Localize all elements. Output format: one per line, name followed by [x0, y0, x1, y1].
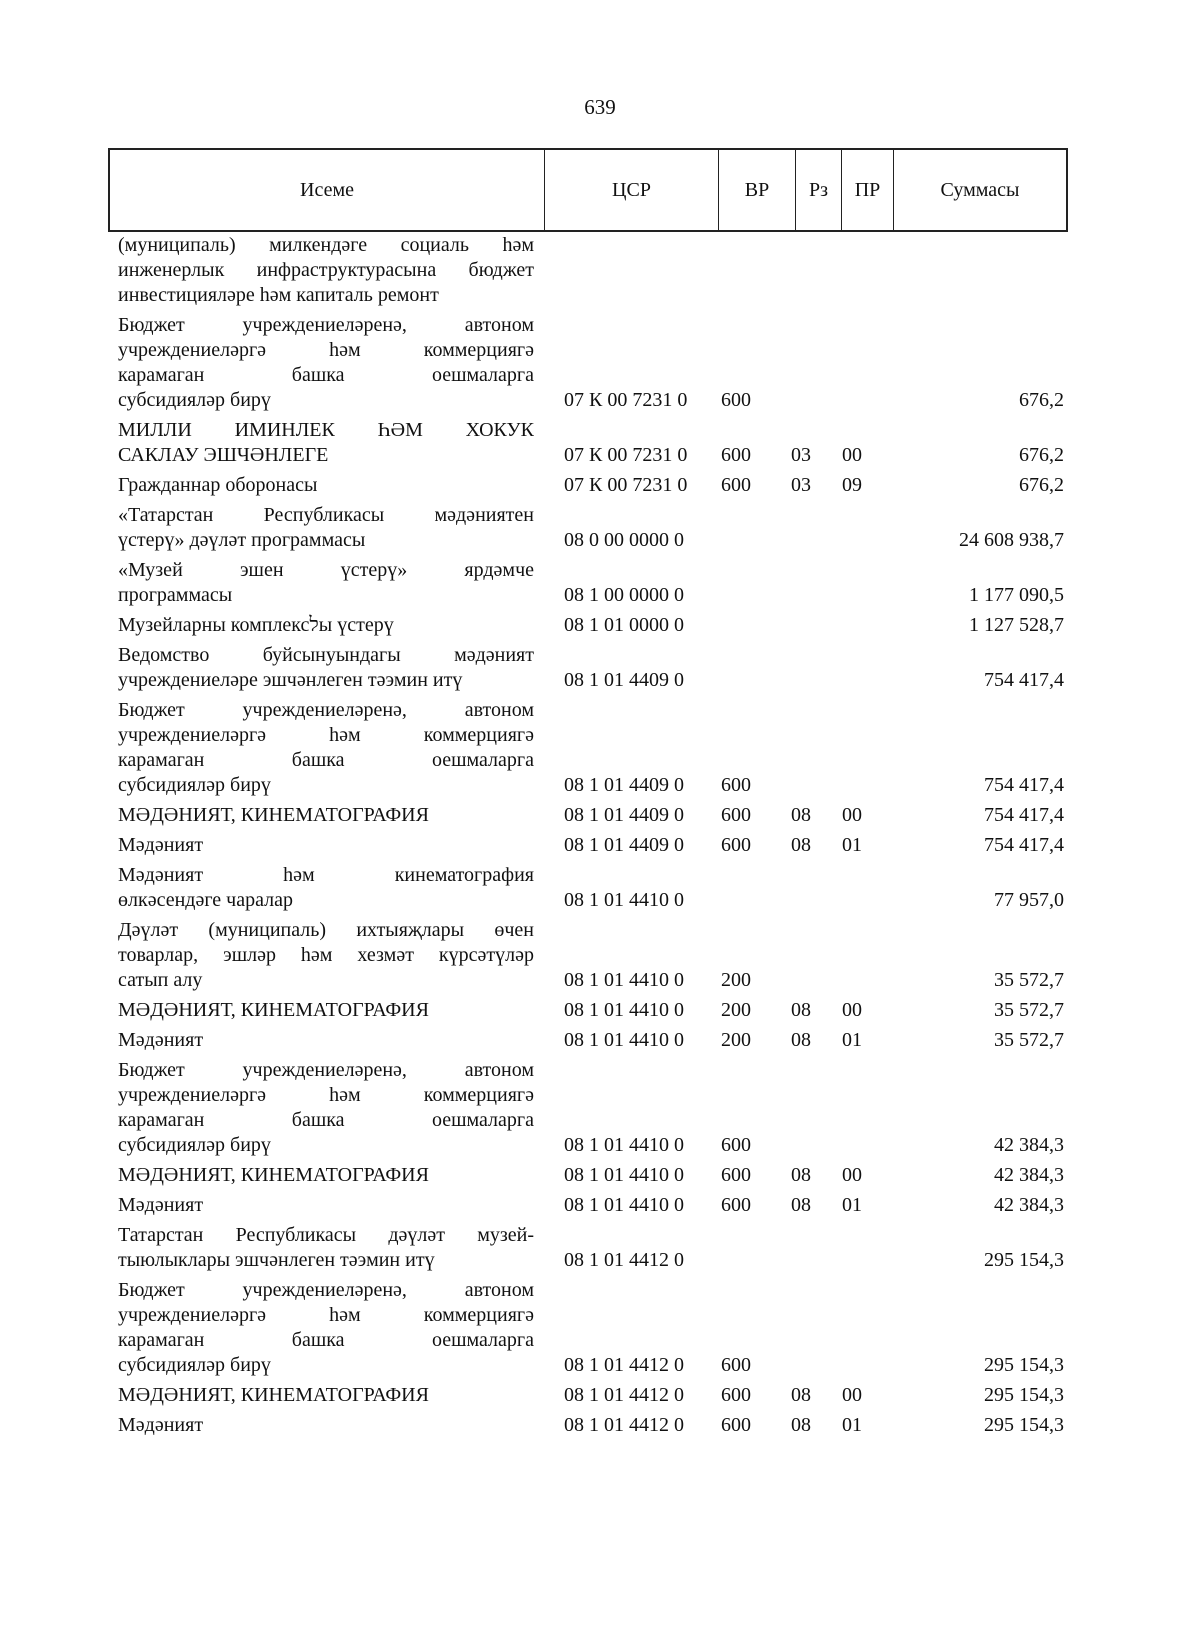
- row-name-line: Гражданнар оборонасы: [118, 474, 318, 496]
- row-sum: 1 127 528,7: [969, 614, 1064, 636]
- row-csr: 08 1 01 4409 0: [564, 774, 684, 796]
- row-pr: 00: [842, 1164, 862, 1186]
- table-row: [118, 698, 1064, 798]
- table-row: [118, 473, 1064, 498]
- row-name-line: субсидияләр бирү: [118, 389, 271, 411]
- row-name-line: Музейларны комплексלы үстерү: [118, 614, 394, 636]
- row-rz: 03: [791, 444, 811, 466]
- row-name: [118, 473, 534, 498]
- row-sum: 35 572,7: [994, 969, 1064, 991]
- row-csr: 08 1 01 4410 0: [564, 1134, 684, 1156]
- table-row: [118, 1028, 1064, 1053]
- row-vr: 600: [721, 804, 751, 826]
- row-sum: 754 417,4: [984, 834, 1064, 856]
- table-header: [108, 148, 1068, 232]
- row-csr: 07 К 00 7231 0: [564, 389, 688, 411]
- row-name-line: субсидияләр бирү: [118, 1134, 271, 1156]
- row-name-line: МӘДӘНИЯТ, КИНЕМАТОГРАФИЯ: [118, 1164, 429, 1186]
- row-pr: 01: [842, 1194, 862, 1216]
- table-row: [118, 833, 1064, 858]
- row-name-line: товарлар, эшләр һәм хезмәт күрсәтүләр: [118, 944, 534, 966]
- row-csr: 08 1 01 4410 0: [564, 889, 684, 911]
- row-csr: 08 1 01 4410 0: [564, 999, 684, 1021]
- row-name-line: «Татарстан Республикасы мәдәниятен: [118, 504, 534, 526]
- row-name: [118, 1383, 534, 1408]
- row-sum: 295 154,3: [984, 1249, 1064, 1271]
- row-name-line: Мәдәният: [118, 1029, 204, 1051]
- row-name-line: САКЛАУ ЭШЧӘНЛЕГЕ: [118, 444, 329, 466]
- row-csr: 08 1 01 4410 0: [564, 1164, 684, 1186]
- row-csr: 07 К 00 7231 0: [564, 474, 688, 496]
- row-name: [118, 803, 534, 828]
- row-csr: 08 1 01 4412 0: [564, 1384, 684, 1406]
- row-name-line: Бюджет учреждениеләренә, автоном: [118, 699, 534, 721]
- row-vr: 200: [721, 999, 751, 1021]
- row-rz: 08: [791, 834, 811, 856]
- row-vr: 600: [721, 444, 751, 466]
- row-rz: 03: [791, 474, 811, 496]
- row-name-line: Ведомство буйсынуындагы мәдәният: [118, 644, 534, 666]
- row-vr: 600: [721, 1134, 751, 1156]
- header-pr: ПР: [842, 150, 894, 230]
- row-name-line: үстерү» дәүләт программасы: [118, 529, 366, 551]
- row-name: [118, 998, 534, 1023]
- row-csr: 08 1 01 0000 0: [564, 614, 684, 636]
- row-csr: 08 1 01 4410 0: [564, 1194, 684, 1216]
- table-row: [118, 1058, 1064, 1158]
- header-csr: ЦСР: [545, 150, 719, 230]
- row-pr: 00: [842, 444, 862, 466]
- row-csr: 08 1 01 4410 0: [564, 1029, 684, 1051]
- row-name: [118, 1058, 534, 1158]
- table-row: [118, 233, 1064, 308]
- row-name-line: Мәдәният: [118, 1414, 204, 1436]
- row-name-line: Бюджет учреждениеләренә, автоном: [118, 1059, 534, 1081]
- row-name-line: Дәүләт (муниципаль) ихтыяҗлары өчен: [118, 919, 534, 941]
- row-rz: 08: [791, 1029, 811, 1051]
- row-rz: 08: [791, 999, 811, 1021]
- row-vr: 600: [721, 1194, 751, 1216]
- row-pr: 00: [842, 804, 862, 826]
- row-vr: 600: [721, 774, 751, 796]
- row-pr: 01: [842, 834, 862, 856]
- row-csr: 07 К 00 7231 0: [564, 444, 688, 466]
- row-vr: 600: [721, 1164, 751, 1186]
- row-vr: 600: [721, 834, 751, 856]
- row-sum: 676,2: [1019, 389, 1064, 411]
- row-name: [118, 613, 534, 638]
- row-name-line: МӘДӘНИЯТ, КИНЕМАТОГРАФИЯ: [118, 1384, 429, 1406]
- row-sum: 42 384,3: [994, 1134, 1064, 1156]
- row-csr: 08 1 01 4409 0: [564, 804, 684, 826]
- row-csr: 08 1 00 0000 0: [564, 584, 684, 606]
- row-name-line: МИЛЛИ ИМИНЛЕК ҺӘМ ХОКУК: [118, 419, 534, 441]
- table-row: [118, 998, 1064, 1023]
- table-row: [118, 613, 1064, 638]
- row-sum: 42 384,3: [994, 1194, 1064, 1216]
- row-name-line: Татарстан Республикасы дәүләт музей-: [118, 1224, 534, 1246]
- row-vr: 600: [721, 1384, 751, 1406]
- table-row: [118, 918, 1064, 993]
- header-name: Исеме: [110, 150, 545, 230]
- table-row: [118, 558, 1064, 608]
- row-name-line: сатып алу: [118, 969, 203, 991]
- row-vr: 600: [721, 1414, 751, 1436]
- row-sum: 754 417,4: [984, 774, 1064, 796]
- row-name-line: субсидияләр бирү: [118, 1354, 271, 1376]
- row-name-line: Бюджет учреждениеләренә, автоном: [118, 1279, 534, 1301]
- row-pr: 00: [842, 1384, 862, 1406]
- row-vr: 200: [721, 969, 751, 991]
- row-sum: 754 417,4: [984, 804, 1064, 826]
- row-sum: 35 572,7: [994, 1029, 1064, 1051]
- row-name-line: инвестицияләре һәм капиталь ремонт: [118, 284, 439, 306]
- row-csr: 08 1 01 4412 0: [564, 1414, 684, 1436]
- row-name: [118, 698, 534, 798]
- row-name: [118, 643, 534, 693]
- table-row: [118, 1278, 1064, 1378]
- row-name: [118, 503, 534, 553]
- row-csr: 08 1 01 4412 0: [564, 1354, 684, 1376]
- table-row: [118, 503, 1064, 553]
- row-sum: 24 608 938,7: [959, 529, 1064, 551]
- row-name-line: Мәдәният: [118, 1194, 204, 1216]
- row-csr: 08 0 00 0000 0: [564, 529, 684, 551]
- row-name: [118, 1163, 534, 1188]
- row-pr: 00: [842, 999, 862, 1021]
- row-name: [118, 833, 534, 858]
- row-name-line: Бюджет учреждениеләренә, автоном: [118, 314, 534, 336]
- row-rz: 08: [791, 1164, 811, 1186]
- row-sum: 676,2: [1019, 444, 1064, 466]
- row-name-line: учреждениеләргә һәм коммерциягә: [118, 1084, 534, 1106]
- row-name-line: МӘДӘНИЯТ, КИНЕМАТОГРАФИЯ: [118, 804, 429, 826]
- row-name-line: учреждениеләргә һәм коммерциягә: [118, 724, 534, 746]
- table-row: [118, 1163, 1064, 1188]
- row-csr: 08 1 01 4409 0: [564, 834, 684, 856]
- table-row: [118, 313, 1064, 413]
- row-pr: 01: [842, 1029, 862, 1051]
- row-name-line: инженерлык инфраструктурасына бюджет: [118, 259, 534, 281]
- row-name-line: учреждениеләргә һәм коммерциягә: [118, 1304, 534, 1326]
- row-csr: 08 1 01 4409 0: [564, 669, 684, 691]
- row-sum: 295 154,3: [984, 1414, 1064, 1436]
- row-rz: 08: [791, 804, 811, 826]
- row-name-line: программасы: [118, 584, 233, 606]
- table-row: [118, 1383, 1064, 1408]
- row-sum: 77 957,0: [994, 889, 1064, 911]
- row-sum: 754 417,4: [984, 669, 1064, 691]
- row-vr: 600: [721, 389, 751, 411]
- table-row: [118, 418, 1064, 468]
- table-row: [118, 1223, 1064, 1273]
- row-name: [118, 1193, 534, 1218]
- row-sum: 295 154,3: [984, 1384, 1064, 1406]
- row-name: [118, 233, 534, 308]
- table-row: [118, 1193, 1064, 1218]
- row-sum: 295 154,3: [984, 1354, 1064, 1376]
- row-name-line: карамаган башка оешмаларга: [118, 1109, 534, 1131]
- row-name: [118, 863, 534, 913]
- row-name: [118, 1028, 534, 1053]
- row-vr: 200: [721, 1029, 751, 1051]
- row-name-line: тыюлыклары эшчәнлеген тәэмин итү: [118, 1249, 435, 1271]
- row-sum: 1 177 090,5: [969, 584, 1064, 606]
- row-sum: 42 384,3: [994, 1164, 1064, 1186]
- row-name-line: карамаган башка оешмаларга: [118, 749, 534, 771]
- header-sum: Суммасы: [940, 178, 1020, 201]
- header-vr: ВР: [719, 150, 796, 230]
- row-csr: 08 1 01 4412 0: [564, 1249, 684, 1271]
- table-row: [118, 803, 1064, 828]
- row-name-line: учреждениеләре эшчәнлеген тәэмин итү: [118, 669, 463, 691]
- table-body: [118, 233, 1064, 1443]
- row-name-line: учреждениеләргә һәм коммерциягә: [118, 339, 534, 361]
- row-name: [118, 313, 534, 413]
- row-name-line: Мәдәният: [118, 834, 204, 856]
- row-sum: 676,2: [1019, 474, 1064, 496]
- table-row: [118, 1413, 1064, 1438]
- row-csr: 08 1 01 4410 0: [564, 969, 684, 991]
- row-name: [118, 1278, 534, 1378]
- row-vr: 600: [721, 1354, 751, 1376]
- row-name-line: өлкәсендәге чаралар: [118, 889, 293, 911]
- row-name-line: Мәдәният һәм кинематография: [118, 864, 534, 886]
- row-name: [118, 418, 534, 468]
- row-rz: 08: [791, 1194, 811, 1216]
- row-name-line: субсидияләр бирү: [118, 774, 271, 796]
- row-name: [118, 1223, 534, 1273]
- row-rz: 08: [791, 1384, 811, 1406]
- table-row: [118, 643, 1064, 693]
- row-name: [118, 558, 534, 608]
- row-sum: 35 572,7: [994, 999, 1064, 1021]
- row-name-line: «Музей эшен үстерү» ярдәмче: [118, 559, 534, 581]
- row-name-line: (муниципаль) милкендәге социаль һәм: [118, 234, 534, 256]
- row-name: [118, 1413, 534, 1438]
- table-row: [118, 863, 1064, 913]
- row-name-line: МӘДӘНИЯТ, КИНЕМАТОГРАФИЯ: [118, 999, 429, 1021]
- row-name-line: карамаган башка оешмаларга: [118, 364, 534, 386]
- row-pr: 09: [842, 474, 862, 496]
- row-name: [118, 918, 534, 993]
- row-rz: 08: [791, 1414, 811, 1436]
- page-number: 639: [584, 95, 616, 119]
- row-vr: 600: [721, 474, 751, 496]
- row-name-line: карамаган башка оешмаларга: [118, 1329, 534, 1351]
- header-rz: Рз: [796, 150, 842, 230]
- row-pr: 01: [842, 1414, 862, 1436]
